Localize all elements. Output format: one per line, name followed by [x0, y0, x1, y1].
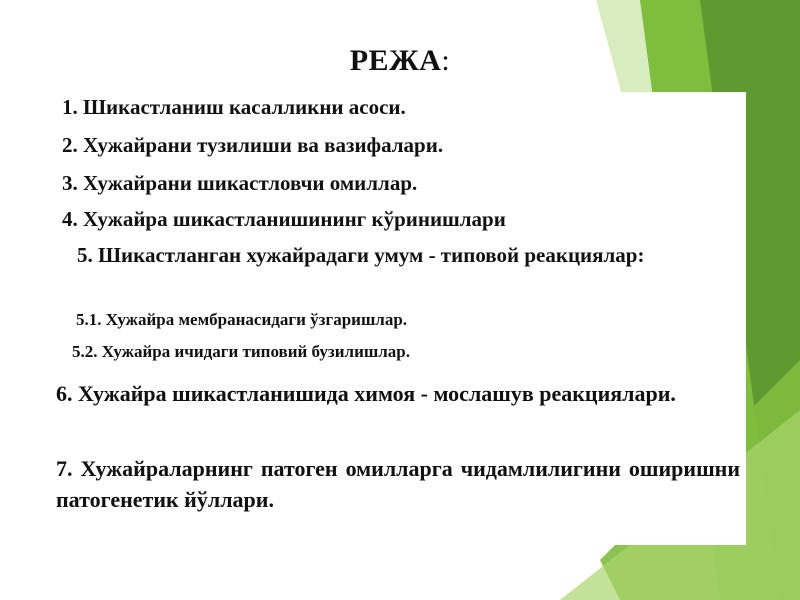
slide-title: РЕЖА:	[349, 44, 451, 77]
plan-item-3: 3. Хужайрани шикастловчи омиллар.	[62, 171, 418, 195]
plan-item-5-1: 5.1. Хужайра мембранасидаги ўзгаришлар.	[76, 310, 408, 329]
plan-item-2: 2. Хужайрани тузилиши ва вазифалари.	[62, 133, 444, 157]
plan-item-5: 5. Шикастланган хужайрадаги умум - типовой реакциялар:	[77, 243, 645, 267]
plan-item-1: 1. Шикастланиш касалликни асоси.	[62, 95, 406, 119]
plan-item-6: 6. Хужайра шикастланишида химоя - мослашув реакциялари.	[56, 381, 676, 406]
plan-item-4: 4. Хужайра шикастланишининг кўринишлари	[62, 207, 506, 231]
plan-item-7: 7. Хужайраларнинг патоген омилларга чидамлилигини оширишни патогенетик йўллари.	[56, 456, 740, 512]
plan-item-5-2: 5.2. Хужайра ичидаги типовий бузилишлар.	[72, 342, 410, 361]
